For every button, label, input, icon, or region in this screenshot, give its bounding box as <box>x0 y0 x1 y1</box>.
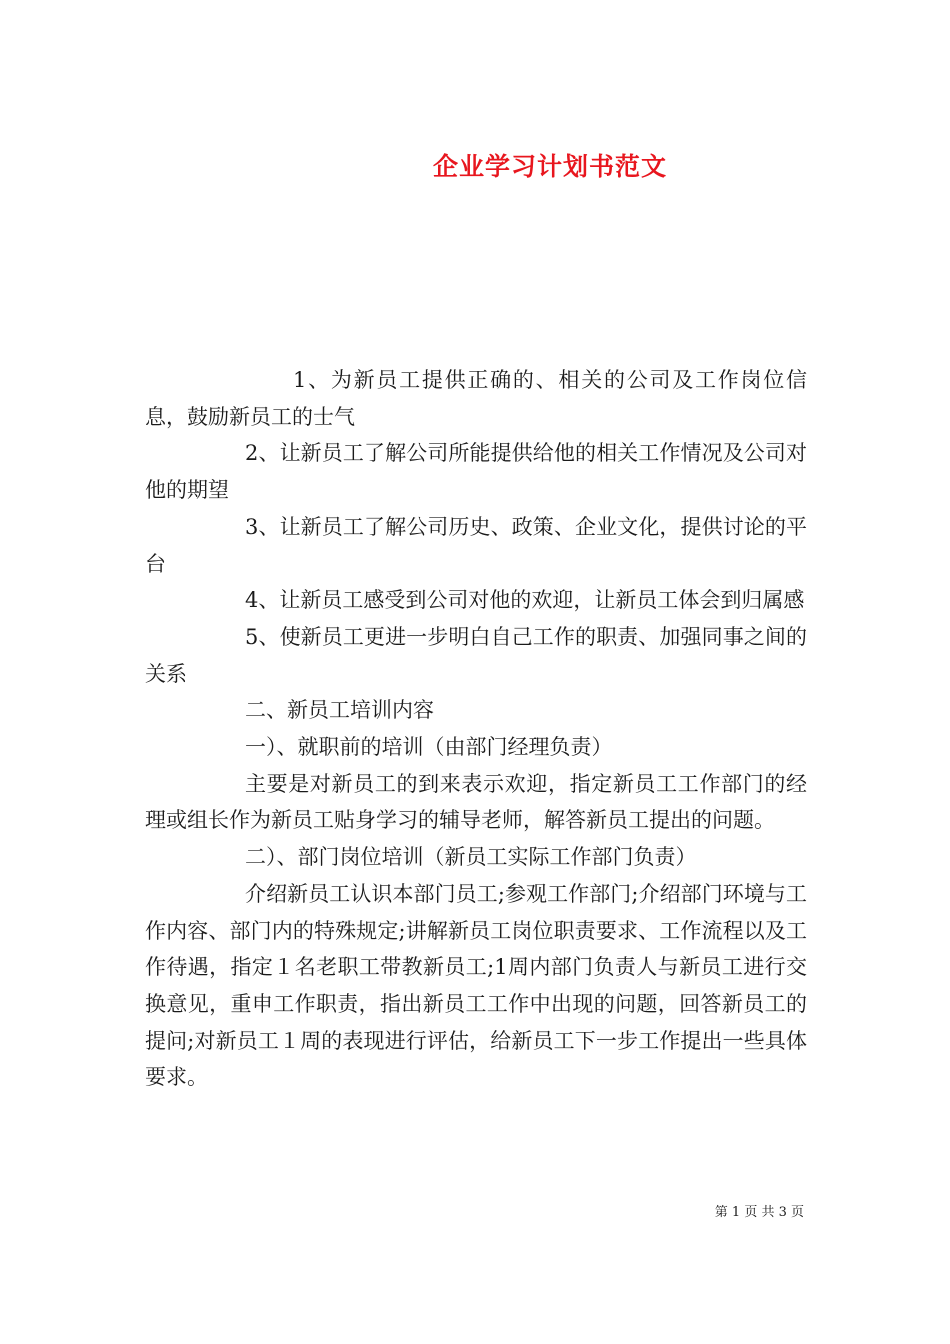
paragraph-pre-job-training: 主要是对新员工的到来表示欢迎，指定新员工工作部门的经理或组长作为新员工贴身学习的辅导老师，解答新员工提出的问题。 <box>145 771 807 833</box>
subsection-heading-department-training: 二）、部门岗位培训（新员工实际工作部门负责） <box>245 845 697 870</box>
document-body <box>145 362 807 1096</box>
document-title: 企业学习计划书范文 <box>432 151 667 181</box>
paragraph-department-training: 介绍新员工认识本部门员工;参观工作部门;介绍部门环境与工作内容、部门内的特殊规定;讲解新员工岗位职责要求、工作流程以及工作待遇，指定１名老职工带教新员工;1周内部门负责人与新员工进行交换意见，重申工作职责，指出新员工工作中出现的问题，回答新员工的提问;对新员工１周的表现进行评估，给新员工下一步工作提出一些具体要求。 <box>145 881 807 1090</box>
subsection-heading-pre-job-training: 一）、就职前的培训（由部门经理负责） <box>245 735 613 760</box>
paragraph-goal-3: 3、让新员工了解公司历史、政策、企业文化，提供讨论的平台 <box>145 514 807 576</box>
page-number-footer: 第 1 页 共 3 页 <box>714 1205 804 1220</box>
paragraph-goal-5: 5、使新员工更进一步明白自己工作的职责、加强同事之间的关系 <box>145 624 807 686</box>
section-heading-training-content: 二、新员工培训内容 <box>245 698 434 723</box>
paragraph-goal-1: 1、为新员工提供正确的、相关的公司及工作岗位信息，鼓励新员工的士气 <box>145 368 807 429</box>
paragraph-goal-2: 2、让新员工了解公司所能提供给他的相关工作情况及公司对他的期望 <box>145 441 807 503</box>
paragraph-goal-4: 4、让新员工感受到公司对他的欢迎，让新员工体会到归属感 <box>245 588 805 613</box>
